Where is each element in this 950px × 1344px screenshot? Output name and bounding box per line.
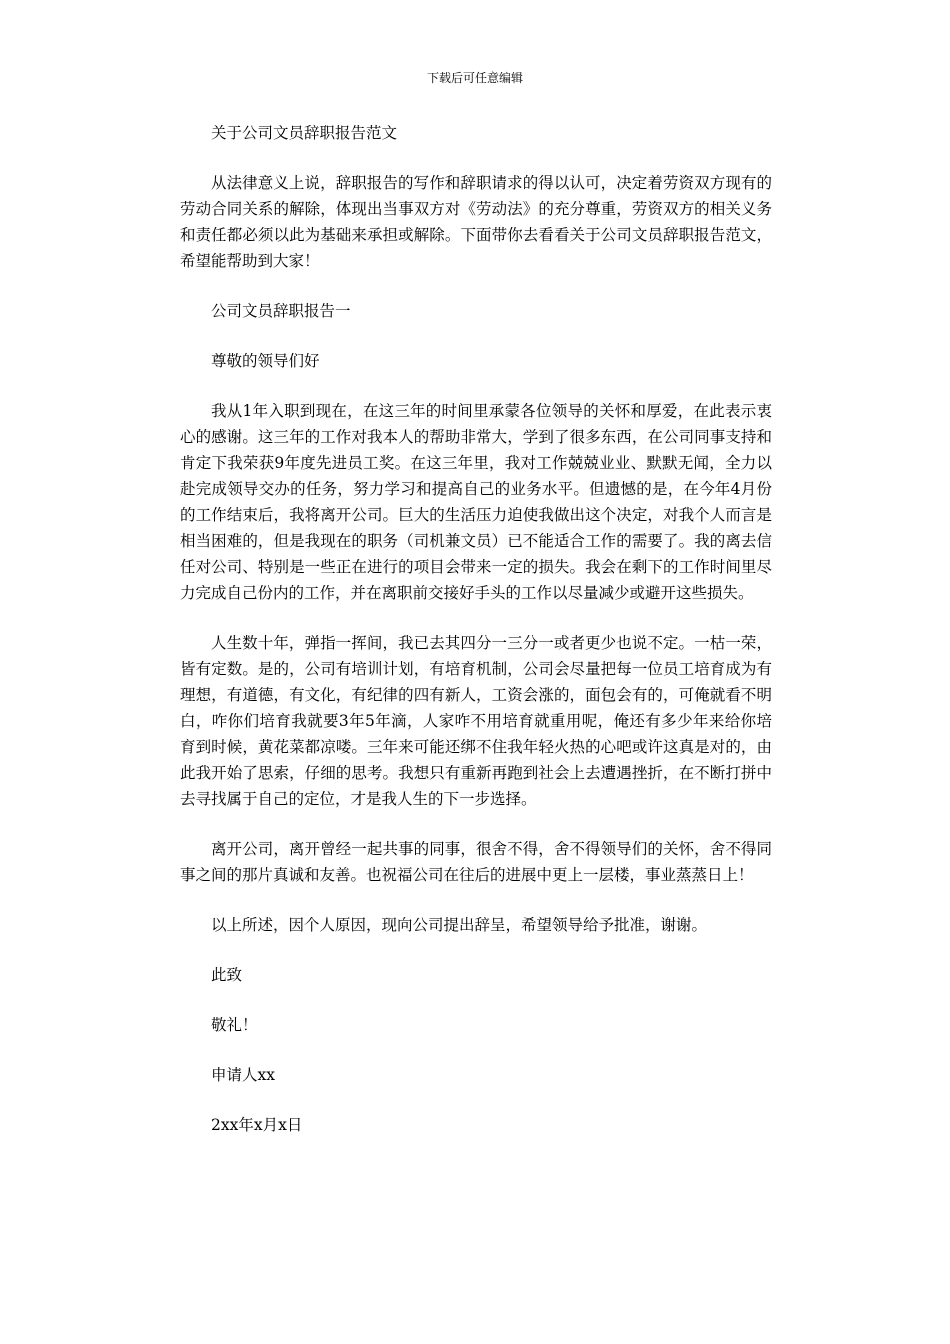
body-paragraph-2: 人生数十年，弹指一挥间，我已去其四分一三分一或者更少也说不定。一枯一荣，皆有定数。是的，公司有培训计划，有培育机制，公司会尽量把每一位员工培育成为有理想，有道德，有文化，有纪律的四有新人，工资会涨的，面包会有的，可俺就看不明白，咋你们培育我就要3年5年滴，人家咋不用培育就重用呢，俺还有多少年来给你培育到时候，黄花菜都凉喽。三年来可能还绑不住我年轻火热的心吧或许这真是对的，由此我开始了思索，仔细的思考。我想只有重新再跑到社会上去遭遇挫折，在不断打拼中去寻找属于自己的定位，才是我人生的下一步选择。: [180, 634, 772, 808]
body-paragraph-4: 以上所述，因个人原因，现向公司提出辞呈，希望领导给予批准，谢谢。: [211, 916, 708, 934]
document-title: 关于公司文员辞职报告范文: [211, 124, 398, 142]
body-paragraph-3: 离开公司，离开曾经一起共事的同事，很舍不得，舍不得领导们的关怀，舍不得同事之间的那片真诚和友善。也祝福公司在往后的进展中更上一层楼，事业蒸蒸日上！: [180, 840, 772, 884]
body-paragraph-1: 我从1年入职到现在，在这三年的时间里承蒙各位领导的关怀和厚爱，在此表示衷心的感谢。这三年的工作对我本人的帮助非常大，学到了很多东西，在公司同事支持和肯定下我荣获9年度先进员工奖。在这三年里，我对工作兢兢业业、默默无闻，全力以赴完成领导交办的任务，努力学习和提高自己的业务水平。但遗憾的是，在今年4月份的工作结束后，我将离开公司。巨大的生活压力迫使我做出这个决定，对我个人而言是相当困难的，但是我现在的职务（司机兼文员）已不能适合工作的需要了。我的离去信任对公司、特别是一些正在进行的项目会带来一定的损失。我会在剩下的工作时间里尽力完成自己份内的工作，并在离职前交接好手头的工作以尽量减少或避开这些损失。: [180, 402, 772, 602]
closing-line-1: 此致: [211, 966, 243, 984]
page-header: 下载后可任意编辑: [426, 71, 523, 85]
section-title: 公司文员辞职报告一: [211, 302, 351, 320]
document-body: [180, 120, 772, 1162]
date-line: 2xx年x月x日: [211, 1116, 303, 1134]
salutation: 尊敬的领导们好: [211, 352, 320, 370]
intro-paragraph: 从法律意义上说，辞职报告的写作和辞职请求的得以认可，决定着劳资双方现有的劳动合同关系的解除，体现出当事双方对《劳动法》的充分尊重，劳资双方的相关义务和责任都必须以此为基础来承担或解除。下面带你去看看关于公司文员辞职报告范文，希望能帮助到大家！: [180, 174, 772, 270]
closing-line-2: 敬礼！: [211, 1016, 258, 1034]
applicant-line: 申请人xx: [211, 1066, 275, 1084]
